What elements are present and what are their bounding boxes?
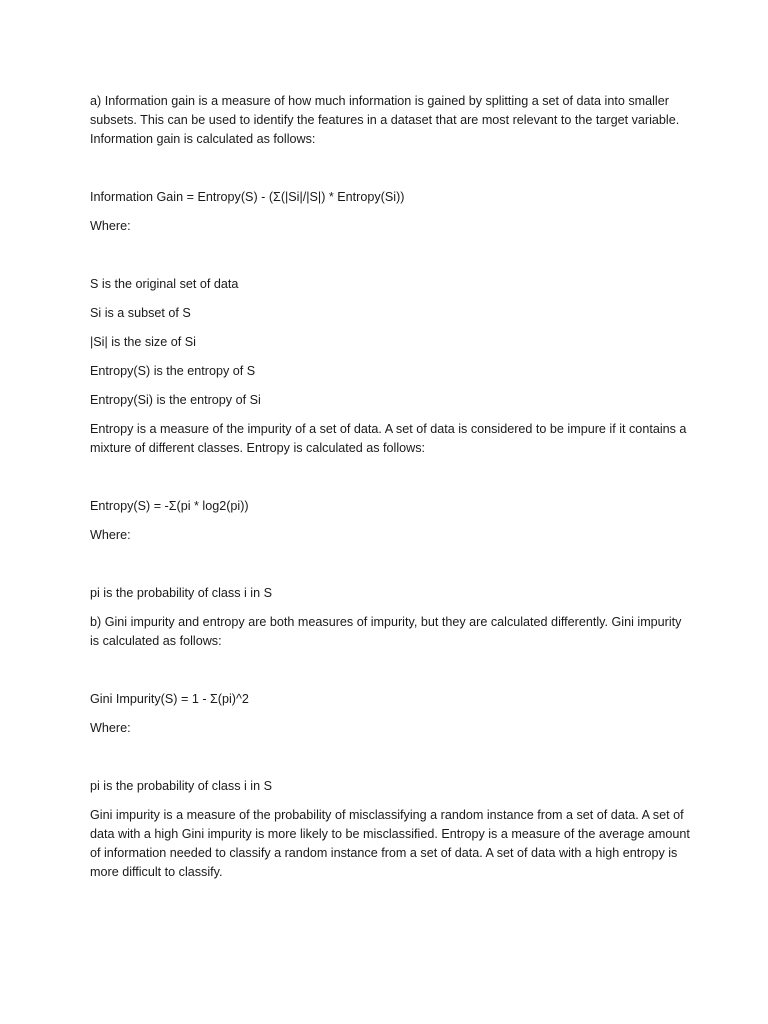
definition-si-size: |Si| is the size of Si (90, 335, 196, 349)
where-label: Where: (90, 721, 131, 735)
formula-entropy: Entropy(S) = -Σ(pi * log2(pi)) (90, 499, 249, 513)
definition-entropy-si: Entropy(Si) is the entropy of Si (90, 393, 261, 407)
definition-s: S is the original set of data (90, 277, 239, 291)
paragraph-gini-vs-entropy: Gini impurity is a measure of the probability of misclassifying a random instance from a set of data. A set of data with a high Gini impurity is more likely to be misclassified. Entropy is a measure of the average amount of information needed to classify a random instance from a set of data. A set of data with a high entropy is more difficult to classify. (90, 808, 690, 879)
definition-entropy-s: Entropy(S) is the entropy of S (90, 364, 256, 378)
definition-pi: pi is the probability of class i in S (90, 779, 272, 793)
paragraph-entropy-intro: Entropy is a measure of the impurity of a set of data. A set of data is considered to be impure if it contains a mixture of different classes. Entropy is calculated as follows: (90, 422, 687, 455)
paragraph-gini-intro: b) Gini impurity and entropy are both measures of impurity, but they are calculated differently. Gini impurity is calculated as follows: (90, 615, 682, 648)
where-label: Where: (90, 219, 131, 233)
formula-information-gain: Information Gain = Entropy(S) - (Σ(|Si|/|S|) * Entropy(Si)) (90, 190, 405, 204)
formula-gini-impurity: Gini Impurity(S) = 1 - Σ(pi)^2 (90, 692, 249, 706)
definition-pi: pi is the probability of class i in S (90, 586, 272, 600)
paragraph-information-gain-intro: a) Information gain is a measure of how much information is gained by splitting a set of data into smaller subsets. This can be used to identify the features in a dataset that are most relevant to the target variable. Information gain is calculated as follows: (90, 94, 680, 146)
where-label: Where: (90, 528, 131, 542)
definition-si: Si is a subset of S (90, 306, 191, 320)
